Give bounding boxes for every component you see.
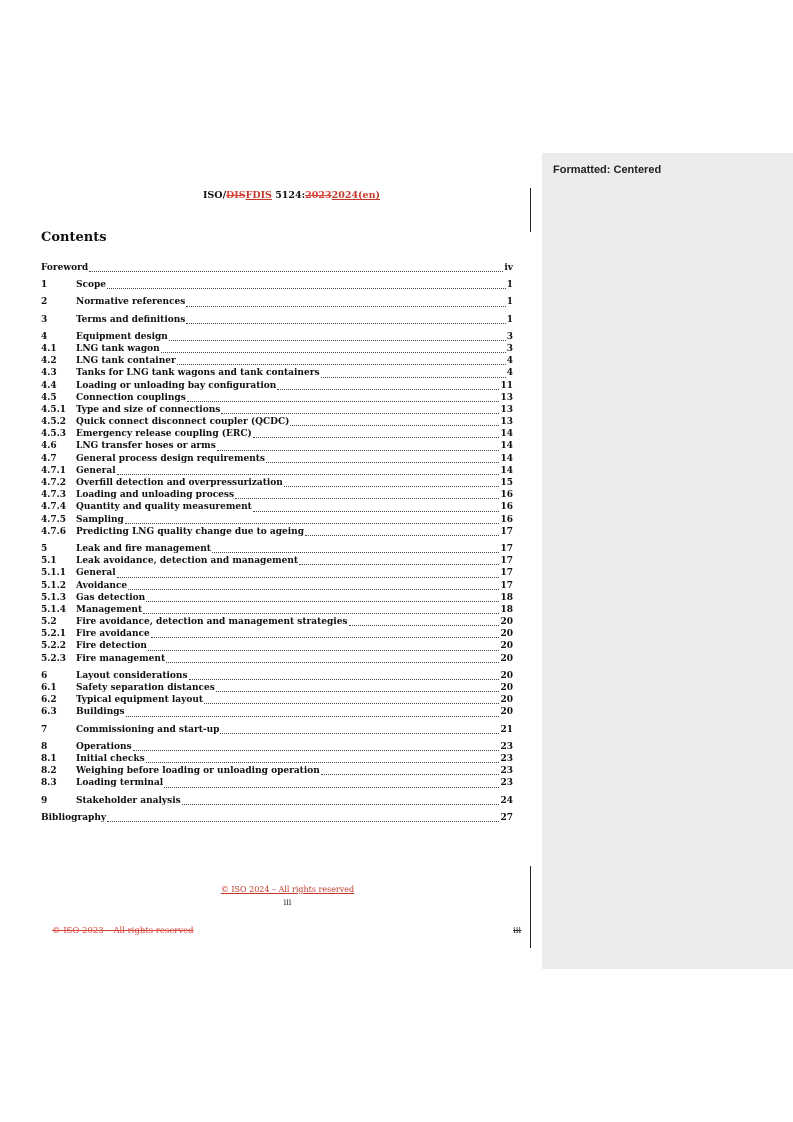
toc-leader xyxy=(143,612,499,614)
toc-entry[interactable] xyxy=(41,628,513,640)
toc-page: 1 xyxy=(506,297,513,308)
toc-page: 14 xyxy=(500,441,513,452)
toc-number: 4.7.4 xyxy=(41,502,67,513)
toc-leader xyxy=(212,551,500,553)
toc-leader xyxy=(217,449,500,451)
toc-number: 9 xyxy=(41,795,48,806)
toc-number: 5.2.2 xyxy=(41,641,67,652)
toc-entry[interactable] xyxy=(41,741,513,753)
toc-leader xyxy=(107,287,506,289)
toc-number: 4.5.1 xyxy=(41,404,67,415)
toc-title: LNG transfer hoses or arms xyxy=(76,441,216,452)
toc-title: Operations xyxy=(76,741,132,752)
toc-entry[interactable] xyxy=(41,616,513,628)
toc-number: 4.7 xyxy=(41,453,57,464)
toc-entry[interactable] xyxy=(41,724,513,736)
toc-title: Buildings xyxy=(76,707,125,718)
toc-title: Scope xyxy=(76,280,107,291)
toc-leader xyxy=(177,363,506,365)
toc-page: 18 xyxy=(500,604,513,615)
toc-page: 20 xyxy=(500,641,513,652)
toc-page: 16 xyxy=(500,502,513,513)
toc-page: 20 xyxy=(500,707,513,718)
toc-entry[interactable] xyxy=(41,465,513,477)
toc-number: 8.3 xyxy=(41,778,57,789)
toc-leader xyxy=(107,820,499,822)
toc-number: 4.3 xyxy=(41,368,57,379)
toc-title: Foreword xyxy=(41,263,89,273)
toc-entry[interactable] xyxy=(41,580,513,592)
toc-leader xyxy=(221,412,499,414)
toc-entry[interactable] xyxy=(41,567,513,579)
toc-title: Terms and definitions xyxy=(76,314,186,325)
toc-number: 4.6 xyxy=(41,441,57,452)
toc-title: Fire avoidance xyxy=(76,629,150,640)
toc-leader xyxy=(126,715,500,717)
toc-entry[interactable] xyxy=(41,404,513,416)
toc-page: 15 xyxy=(500,478,513,488)
toc-title: Loading and unloading process xyxy=(76,490,235,501)
toc-number: 4.7.2 xyxy=(41,478,67,488)
toc-entry[interactable] xyxy=(41,694,513,706)
toc-title: Loading or unloading bay configuration xyxy=(76,380,277,391)
toc-title: General xyxy=(76,465,116,476)
toc-leader xyxy=(125,522,500,524)
toc-page: 23 xyxy=(500,778,513,789)
toc-entry[interactable] xyxy=(41,555,513,567)
toc-title: Layout considerations xyxy=(76,670,188,681)
change-bar-bottom xyxy=(530,866,531,948)
toc-number: 7 xyxy=(41,724,48,735)
toc-page: 1 xyxy=(506,314,513,325)
toc-leader xyxy=(189,678,500,680)
toc-title: Avoidance xyxy=(76,580,128,591)
toc-number: 4 xyxy=(41,331,48,342)
toc-entry[interactable] xyxy=(41,416,513,428)
toc-title: Overfill detection and overpressurization xyxy=(76,478,283,488)
toc-page: 24 xyxy=(500,795,513,806)
footer-copyright-deleted: © ISO 2023 – All rights reserved xyxy=(52,926,194,936)
toc-title: Weighing before loading or unloading operation xyxy=(76,766,320,777)
deleted-text: DIS xyxy=(226,190,246,201)
toc-entry[interactable] xyxy=(41,501,513,513)
toc-leader xyxy=(321,773,500,775)
toc-entry[interactable] xyxy=(41,795,513,807)
footer-page-number-deleted: iii xyxy=(513,926,522,936)
toc-title: Bibliography xyxy=(41,812,107,823)
toc-number: 5.2.1 xyxy=(41,629,67,640)
toc-number: 3 xyxy=(41,314,48,325)
toc-title: Quick connect disconnect coupler (QCDC) xyxy=(76,417,290,428)
toc-leader xyxy=(187,400,500,402)
toc-page: 14 xyxy=(500,453,513,464)
toc-number: 5.1.2 xyxy=(41,580,67,591)
toc-number: 6.3 xyxy=(41,707,57,718)
toc-leader xyxy=(290,424,499,426)
toc-leader xyxy=(161,351,506,353)
footer-copyright-inserted: © ISO 2024 – All rights reserved xyxy=(220,885,355,894)
toc-number: 5.1 xyxy=(41,556,57,567)
toc-page: 4 xyxy=(506,368,513,379)
toc-page: 27 xyxy=(500,812,513,823)
toc-entry[interactable] xyxy=(41,543,513,555)
toc-title: Typical equipment layout xyxy=(76,695,204,706)
toc-page: 17 xyxy=(500,556,513,567)
toc-title: Quantity and quality measurement xyxy=(76,502,252,513)
toc-leader xyxy=(253,436,500,438)
toc-title: Connection couplings xyxy=(76,392,186,403)
toc-entry[interactable] xyxy=(41,670,513,682)
toc-page: 3 xyxy=(506,343,513,354)
toc-entry[interactable] xyxy=(41,453,513,465)
toc-page: 16 xyxy=(500,514,513,525)
toc-page: 20 xyxy=(500,695,513,706)
toc-leader xyxy=(89,270,503,272)
toc-number: 2 xyxy=(41,297,48,308)
toc-page: 11 xyxy=(500,380,513,391)
toc-title: Tanks for LNG tank wagons and tank containers xyxy=(76,368,320,379)
toc-number: 8.2 xyxy=(41,766,57,777)
table-of-contents xyxy=(41,262,513,824)
toc-entry[interactable] xyxy=(41,343,513,355)
toc-page: 1 xyxy=(506,280,513,291)
toc-entry[interactable] xyxy=(41,331,513,343)
toc-number: 4.5 xyxy=(41,392,57,403)
toc-entry[interactable] xyxy=(41,682,513,694)
toc-leader xyxy=(284,485,500,487)
comment-heading: Formatted: Centered xyxy=(553,164,662,176)
toc-entry[interactable] xyxy=(41,392,513,404)
toc-page: 13 xyxy=(500,404,513,415)
toc-page: 13 xyxy=(500,392,513,403)
toc-entry[interactable] xyxy=(41,355,513,367)
toc-number: 6 xyxy=(41,670,48,681)
toc-leader xyxy=(235,497,499,499)
toc-number: 5 xyxy=(41,543,48,554)
toc-leader xyxy=(277,388,499,390)
toc-page: 20 xyxy=(500,653,513,664)
toc-number: 6.1 xyxy=(41,683,57,693)
toc-leader xyxy=(305,534,499,536)
toc-leader xyxy=(216,690,500,692)
toc-leader xyxy=(148,649,500,651)
toc-leader xyxy=(220,732,499,734)
toc-leader xyxy=(321,376,506,378)
toc-number: 5.1.1 xyxy=(41,568,67,579)
toc-page: 17 xyxy=(500,526,513,537)
toc-title: Fire avoidance, detection and management strategies xyxy=(76,617,348,628)
toc-number: 4.7.5 xyxy=(41,514,67,525)
toc-title: Leak and fire management xyxy=(76,543,211,554)
toc-number: 8 xyxy=(41,741,48,752)
toc-title: Sampling xyxy=(76,514,124,525)
toc-entry[interactable] xyxy=(41,812,513,824)
toc-entry[interactable] xyxy=(41,367,513,379)
toc-title: Stakeholder analysis xyxy=(76,795,181,806)
toc-number: 5.2 xyxy=(41,617,57,628)
toc-title: Equipment design xyxy=(76,331,168,342)
toc-leader xyxy=(151,636,500,638)
toc-leader xyxy=(166,661,499,663)
toc-leader xyxy=(299,563,499,565)
toc-entry[interactable] xyxy=(41,526,513,538)
toc-page: 13 xyxy=(500,417,513,428)
toc-page: 4 xyxy=(506,356,513,367)
toc-entry[interactable] xyxy=(41,777,513,789)
toc-leader xyxy=(146,761,500,763)
page-title: Contents xyxy=(41,230,107,245)
deleted-year: 2023 xyxy=(305,190,332,201)
toc-page: 18 xyxy=(500,592,513,603)
toc-title: Predicting LNG quality change due to ageing xyxy=(76,526,305,537)
toc-entry[interactable] xyxy=(41,640,513,652)
toc-title: LNG tank container xyxy=(76,356,176,367)
toc-title: Safety separation distances xyxy=(76,683,215,693)
toc-title: Gas detection xyxy=(76,592,146,603)
toc-entry[interactable] xyxy=(41,279,513,291)
toc-leader xyxy=(349,624,500,626)
toc-title: Loading terminal xyxy=(76,778,164,789)
toc-page: 20 xyxy=(500,617,513,628)
inserted-year: 2024(en) xyxy=(331,190,380,201)
toc-page: 23 xyxy=(500,753,513,764)
toc-entry[interactable] xyxy=(41,706,513,718)
toc-entry[interactable] xyxy=(41,765,513,777)
toc-page: 3 xyxy=(506,331,513,342)
toc-leader xyxy=(204,702,499,704)
toc-leader xyxy=(133,749,500,751)
toc-page: 23 xyxy=(500,741,513,752)
toc-title: Type and size of connections xyxy=(76,404,221,415)
toc-leader xyxy=(117,473,500,475)
toc-leader xyxy=(146,600,499,602)
toc-leader xyxy=(253,510,500,512)
toc-entry[interactable] xyxy=(41,314,513,326)
toc-page: 16 xyxy=(500,490,513,501)
toc-number: 8.1 xyxy=(41,753,57,764)
toc-page: 20 xyxy=(500,629,513,640)
toc-page: iv xyxy=(504,263,513,273)
toc-number: 4.7.6 xyxy=(41,526,67,537)
toc-title: LNG tank wagon xyxy=(76,343,160,354)
toc-leader xyxy=(128,588,499,590)
toc-page: 14 xyxy=(500,429,513,440)
toc-leader xyxy=(186,322,505,324)
toc-entry[interactable] xyxy=(41,477,513,489)
toc-leader xyxy=(164,786,499,788)
comment-pane xyxy=(542,153,793,969)
toc-title: Emergency release coupling (ERC) xyxy=(76,429,252,440)
toc-entry[interactable] xyxy=(41,604,513,616)
toc-page: 14 xyxy=(500,465,513,476)
toc-title: Fire management xyxy=(76,653,166,664)
toc-title: Normative references xyxy=(76,297,186,308)
toc-number: 4.5.3 xyxy=(41,429,67,440)
toc-page: 21 xyxy=(500,724,513,735)
toc-leader xyxy=(169,339,506,341)
toc-number: 1 xyxy=(41,280,48,291)
toc-number: 5.1.3 xyxy=(41,592,67,603)
toc-title: Initial checks xyxy=(76,753,145,764)
toc-entry[interactable] xyxy=(41,428,513,440)
toc-page: 20 xyxy=(500,683,513,693)
toc-number: 4.4 xyxy=(41,380,57,391)
toc-number: 6.2 xyxy=(41,695,57,706)
toc-title: General xyxy=(76,568,116,579)
toc-title: Fire detection xyxy=(76,641,147,652)
toc-number: 5.1.4 xyxy=(41,604,67,615)
toc-page: 17 xyxy=(500,543,513,554)
toc-number: 4.7.3 xyxy=(41,490,67,501)
document-header: ISO/DISFDIS 5124:20232024(en) xyxy=(202,190,380,201)
toc-leader xyxy=(266,461,499,463)
toc-entry[interactable] xyxy=(41,489,513,501)
toc-entry[interactable] xyxy=(41,592,513,604)
toc-number: 4.2 xyxy=(41,356,57,367)
toc-title: General process design requirements xyxy=(76,453,265,464)
toc-entry[interactable] xyxy=(41,653,513,665)
toc-number: 4.7.1 xyxy=(41,465,67,476)
toc-entry[interactable] xyxy=(41,262,513,274)
toc-page: 17 xyxy=(500,580,513,591)
toc-title: Management xyxy=(76,604,143,615)
inserted-text: FDIS xyxy=(245,190,272,201)
toc-entry[interactable] xyxy=(41,514,513,526)
toc-page: 17 xyxy=(500,568,513,579)
toc-entry[interactable] xyxy=(41,440,513,452)
toc-entry[interactable] xyxy=(41,296,513,308)
toc-page: 20 xyxy=(500,670,513,681)
toc-title: Commissioning and start-up xyxy=(76,724,220,735)
toc-number: 4.5.2 xyxy=(41,417,67,428)
toc-title: Leak avoidance, detection and management xyxy=(76,556,299,567)
toc-leader xyxy=(186,305,505,307)
toc-leader xyxy=(117,576,500,578)
toc-number: 5.2.3 xyxy=(41,653,67,664)
toc-entry[interactable] xyxy=(41,380,513,392)
toc-leader xyxy=(182,803,500,805)
toc-number: 4.1 xyxy=(41,343,57,354)
footer-page-number: iii xyxy=(283,898,292,907)
toc-entry[interactable] xyxy=(41,753,513,765)
toc-page: 23 xyxy=(500,766,513,777)
